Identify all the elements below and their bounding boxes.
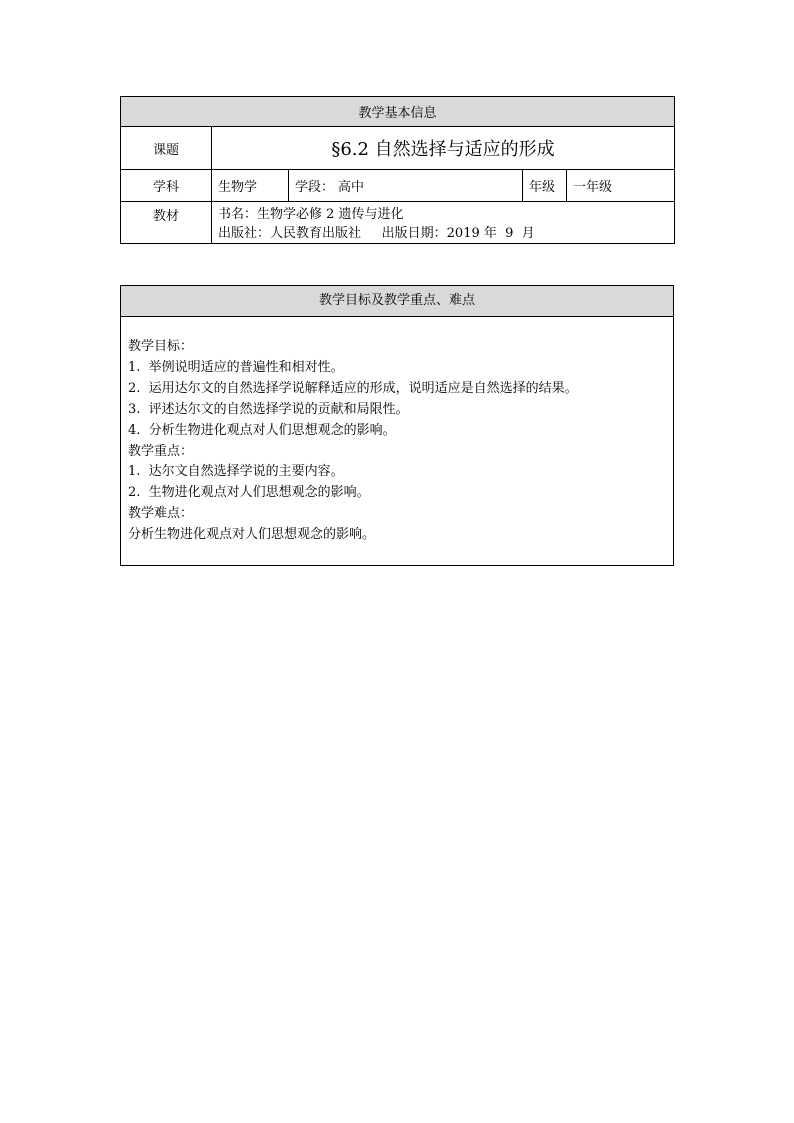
- key-points-heading: 教学重点：: [128, 443, 194, 459]
- objectives-box: [120, 285, 674, 566]
- goal-item: 1. 举例说明适应的普遍性和相对性。: [128, 359, 344, 375]
- goal-item: 3. 评述达尔文的自然选择学说的贡献和局限性。: [128, 401, 409, 417]
- key-point-item: 2. 生物进化观点对人们思想观念的影响。: [128, 485, 370, 501]
- subject-label: 学科: [121, 170, 212, 202]
- objectives-body: [121, 317, 673, 546]
- textbook-details: [212, 202, 675, 244]
- subject-value: 生物学: [212, 170, 289, 202]
- goal-item: 2. 运用达尔文的自然选择学说解释适应的形成，说明适应是自然选择的结果。: [128, 380, 578, 396]
- difficulty-heading: 教学难点：: [128, 506, 194, 522]
- stage-value: 高中: [338, 180, 365, 195]
- book-name-line: 书名：生物学必修 2 遗传与进化: [218, 207, 404, 222]
- key-point-item: 1. 达尔文自然选择学说的主要内容。: [128, 464, 344, 480]
- topic-label: 课题: [121, 127, 212, 170]
- goals-heading: 教学目标：: [128, 339, 194, 354]
- objectives-header: 教学目标及教学重点、难点: [121, 286, 673, 317]
- textbook-label: 教材: [121, 202, 212, 244]
- stage-label: 学段：: [295, 180, 335, 195]
- publisher-line: 出版社：人民教育出版社 出版日期：2019 年 9 月: [218, 226, 535, 241]
- stage-cell: [289, 170, 523, 202]
- basic-info-table: [120, 96, 675, 244]
- basic-info-header: 教学基本信息: [121, 97, 675, 127]
- lesson-title: §6.2 自然选择与适应的形成: [212, 127, 675, 170]
- difficulty-item: 分析生物进化观点对人们思想观念的影响。: [128, 527, 376, 543]
- goal-item: 4. 分析生物进化观点对人们思想观念的影响。: [128, 422, 396, 438]
- grade-value: 一年级: [567, 170, 675, 202]
- grade-label: 年级: [523, 170, 567, 202]
